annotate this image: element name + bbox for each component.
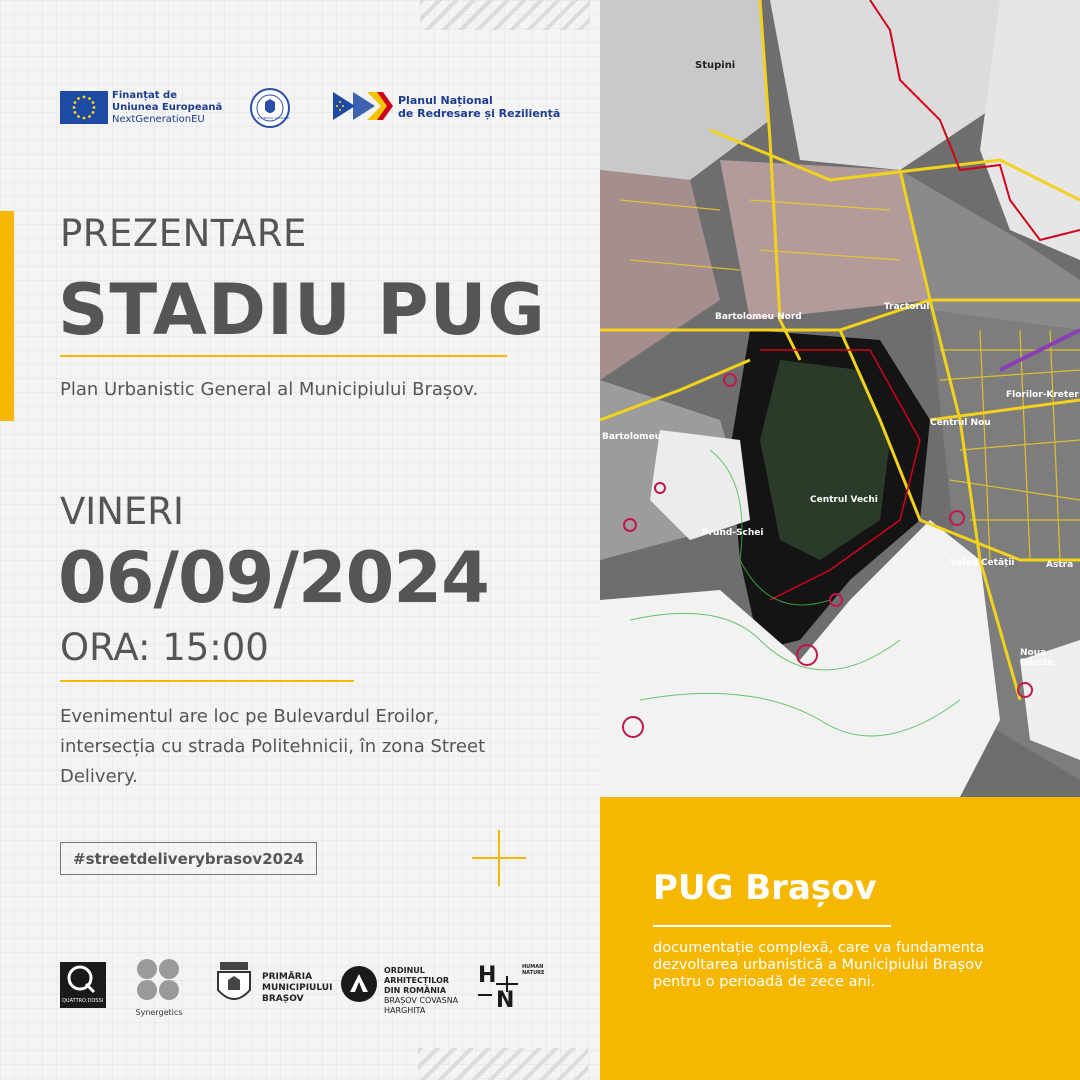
map-label-noua-darste: Noua Dârste — [1020, 648, 1054, 668]
map-label-valea-cetatii: Valea Cetății — [950, 558, 1015, 568]
eu-flag-icon — [60, 91, 108, 124]
event-date: 06/09/2024 — [58, 537, 489, 619]
eyebrow-title: PREZENTARE — [60, 212, 307, 255]
eu-funding-text — [112, 90, 222, 126]
info-panel-divider — [653, 925, 891, 927]
gov-seal-text: GUVERNUL ROMÂNIEI — [257, 116, 290, 120]
pnrr-text — [398, 94, 560, 120]
oar-line1: ORDINUL — [384, 966, 425, 975]
main-title: STADIU PUG — [58, 269, 546, 351]
synergetics-logo — [135, 958, 183, 1018]
decorative-stripes-top — [420, 0, 590, 30]
map-label-prund-schei: Prund-Schei — [702, 528, 764, 538]
government-seal-icon — [250, 88, 290, 128]
event-description: Evenimentul are loc pe Bulevardul Eroilor, intersecția cu strada Politehnicii, în zona Street Delivery. — [60, 706, 486, 787]
info-panel-description: documentație complexă, care va fundamenta dezvoltarea urbanistică a Municipiului Brașov pentru o perioadă de zece ani. — [653, 940, 985, 990]
map-label-centrul-vechi: Centrul Vechi — [810, 495, 878, 505]
map-label-bartolomeu: Bartolomeu — [602, 432, 662, 442]
quattro-dossi-logo-icon — [60, 962, 106, 1008]
map-label-bartolomeu-nord: Bartolomeu Nord — [715, 312, 802, 322]
map-label-florilor-kreter: Florilor-Kreter — [1006, 390, 1079, 400]
eu-line2: Uniunea Europeană — [112, 102, 223, 113]
oar-line5: HARGHITA — [384, 1006, 426, 1015]
yellow-side-accent — [0, 211, 14, 421]
oar-line2: ARHITECȚILOR — [384, 976, 450, 985]
synergetics-icon — [135, 958, 183, 1002]
svg-text:H: H — [478, 963, 497, 988]
map-label-astra: Astra — [1046, 560, 1074, 570]
primaria-line2: MUNICIPIULUI — [262, 983, 333, 993]
plus-icon-vertical — [498, 830, 500, 886]
oar-text — [384, 966, 458, 1016]
eu-line3: NextGenerationEU — [112, 114, 205, 125]
info-panel-title: PUG Brașov — [653, 868, 877, 908]
synergetics-label: Synergetics — [135, 1008, 183, 1017]
event-time: ORA: 15:00 — [60, 626, 269, 669]
quattro-dossi-text: QUATTRO DOSSI — [62, 998, 104, 1004]
event-divider — [60, 680, 354, 682]
human-nature-logo-icon — [478, 962, 550, 1010]
subtitle: Plan Urbanistic General al Municipiului Brașov. — [60, 379, 479, 400]
pnrr-line2: de Redresare și Reziliență — [398, 107, 561, 120]
map-label-tractorul: Tractorul — [884, 302, 930, 312]
primaria-line1: PRIMĂRIA — [262, 972, 313, 982]
event-day: VINERI — [60, 490, 184, 533]
map-label-stupini: Stupini — [695, 60, 736, 71]
primaria-line3: BRAȘOV — [262, 994, 304, 1004]
primaria-crest-icon — [214, 962, 254, 1008]
oar-line3: DIN ROMÂNIA — [384, 986, 447, 995]
hashtag-badge: #streetdeliverybrasov2024 — [60, 842, 317, 875]
pnrr-logo-icon — [333, 90, 393, 122]
info-panel — [600, 797, 1080, 1080]
title-divider — [60, 355, 507, 357]
pnrr-line1: Planul Național — [398, 94, 493, 107]
eu-line1: Finanțat de — [112, 90, 177, 101]
oar-logo-icon — [340, 965, 378, 1003]
primaria-text — [262, 972, 332, 1005]
map-label-centrul-nou: Centrul Nou — [930, 418, 991, 428]
decorative-stripes-bottom — [418, 1048, 588, 1080]
svg-text:N: N — [496, 988, 515, 1008]
human-nature-label: HUMAN NATURE — [522, 964, 545, 976]
pug-map — [600, 0, 1080, 797]
oar-line4: BRAȘOV COVASNA — [384, 996, 459, 1005]
